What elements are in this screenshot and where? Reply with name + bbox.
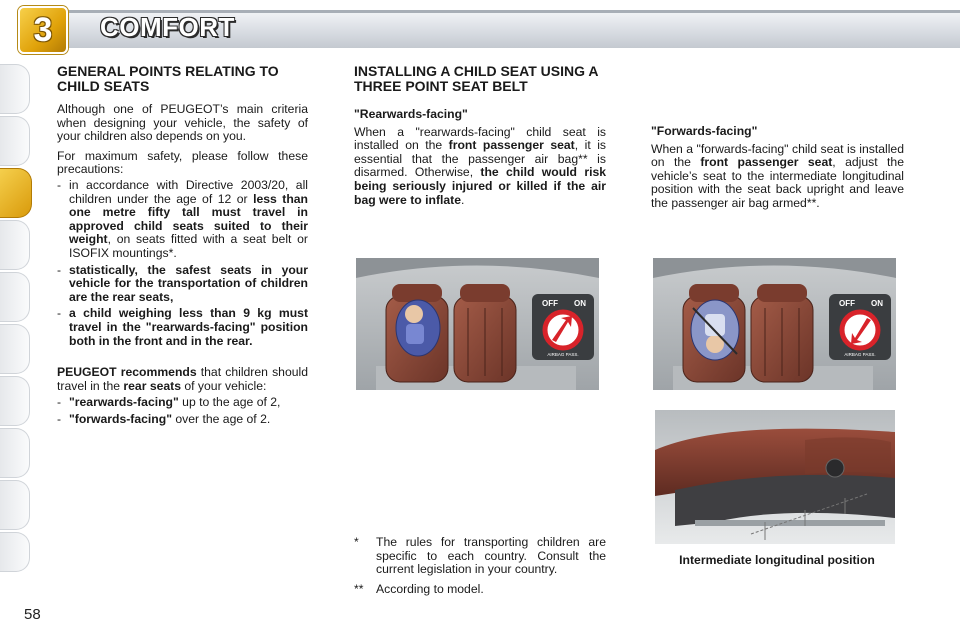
recommendation-list (57, 396, 308, 426)
chapter-tab-9[interactable] (0, 480, 30, 530)
footnote-rules: * The rules for transporting children are specific to each country. Consult the current legislation in your country. (354, 535, 606, 577)
page-header (0, 0, 960, 58)
rearwards-paragraph: When a "rearwards-facing" child seat is installed on the front passenger seat, it is essential that the passenger air bag** is disarmed. Otherwise, the child would risk being seriously injured or killed if the air bag were to inflate. (354, 124, 607, 207)
page-number: 58 (24, 606, 41, 623)
svg-text:AIRBAG PASS.: AIRBAG PASS. (547, 352, 579, 357)
chapter-number: 3 (33, 10, 53, 49)
precaution-item: - statistically, the safest seats in your vehicle for the transportation of children are the rear seats, (57, 262, 308, 304)
chapter-tab-6[interactable] (0, 324, 30, 374)
rearwards-facing-illustration (356, 258, 599, 390)
svg-text:AIRBAG PASS.: AIRBAG PASS. (844, 352, 876, 357)
forwards-facing-illustration (653, 258, 896, 390)
general-points-heading: GENERAL POINTS RELATING TO CHILD SEATS (57, 63, 279, 94)
footnotes (354, 536, 606, 602)
chapter-tab-2[interactable] (0, 116, 30, 166)
svg-text:ON: ON (871, 299, 883, 308)
svg-text:OFF: OFF (542, 299, 558, 308)
airbag-switch-off-on (532, 294, 594, 360)
installing-section (354, 64, 606, 213)
seat-side-illustration (655, 410, 895, 544)
precautions-paragraph: For maximum safety, please follow these precautions: (57, 148, 308, 177)
rearwards-subheading: "Rearwards-facing" (354, 107, 468, 121)
chapter-tab-1[interactable] (0, 64, 30, 114)
chapter-tab-4[interactable] (0, 220, 30, 270)
chapter-tab-8[interactable] (0, 428, 30, 478)
general-points-section (57, 64, 308, 429)
intro-paragraph: Although one of PEUGEOT’s main criteria when designing your vehicle, the safety of your children also depends on you. (57, 102, 308, 144)
chapter-tab-strip (0, 64, 32, 574)
precaution-item: - in accordance with Directive 2003/20, all children under the age of 12 or less than one metre fifty tall must travel in approved child seats suited to their weight, on seats fitted with a seat belt or ISOFIX mountings*. (57, 177, 308, 260)
recommendation-item: - "rearwards-facing" up to the age of 2, (57, 395, 281, 410)
precautions-list (57, 179, 308, 348)
chapter-tab-10[interactable] (0, 532, 30, 572)
chapter-tab-3-active[interactable] (0, 168, 32, 218)
airbag-switch-off-on (829, 294, 891, 360)
recommendation-paragraph: PEUGEOT recommends that children should travel in the rear seats of your vehicle: (57, 365, 308, 393)
chapter-title: COMFORT (100, 12, 235, 42)
forwards-paragraph: When a "forwards-facing" child seat is installed on the front passenger seat, adjust the vehicle’s seat to the intermediate longitudinal position with the seat back upright and leave the passenger air bag armed**. (651, 141, 904, 210)
svg-text:ON: ON (574, 299, 586, 308)
forwards-subheading: "Forwards-facing" (651, 124, 758, 138)
recommendation-item: - "forwards-facing" over the age of 2. (57, 411, 271, 426)
forwards-section (651, 125, 904, 217)
installing-heading: INSTALLING A CHILD SEAT USING A THREE POINT SEAT BELT (354, 63, 598, 94)
seat-position-caption: Intermediate longitudinal position (679, 553, 875, 567)
precaution-item: - a child weighing less than 9 kg must travel in the "rearwards-facing" position both in the front and in the rear. (57, 306, 308, 348)
chapter-tab-7[interactable] (0, 376, 30, 426)
footnote-model: ** According to model. (354, 581, 484, 596)
chapter-badge (18, 6, 68, 54)
svg-text:OFF: OFF (839, 299, 855, 308)
chapter-tab-5[interactable] (0, 272, 30, 322)
